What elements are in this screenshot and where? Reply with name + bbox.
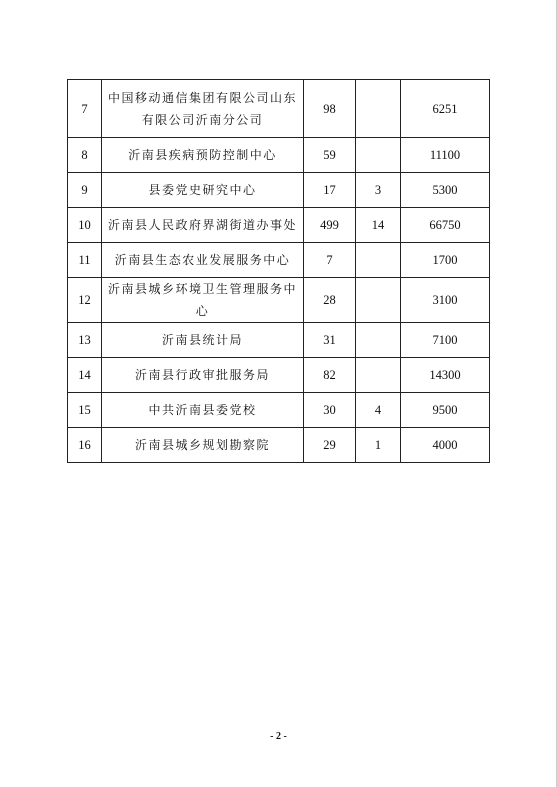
amount-cell: 66750 <box>401 208 490 243</box>
table-row <box>68 393 490 428</box>
row-index: 12 <box>68 278 102 323</box>
amount-cell: 6251 <box>401 80 490 138</box>
amount-cell: 3100 <box>401 278 490 323</box>
amount-cell: 14300 <box>401 358 490 393</box>
secondary-count-cell: 3 <box>356 173 401 208</box>
count-cell: 31 <box>304 323 356 358</box>
secondary-count-cell <box>356 80 401 138</box>
unit-name: 县委党史研究中心 <box>102 173 304 208</box>
table-row <box>68 278 490 323</box>
amount-cell: 11100 <box>401 138 490 173</box>
table-row <box>68 358 490 393</box>
count-cell: 98 <box>304 80 356 138</box>
secondary-count-cell <box>356 358 401 393</box>
unit-name: 沂南县疾病预防控制中心 <box>102 138 304 173</box>
unit-name: 沂南县人民政府界湖街道办事处 <box>102 208 304 243</box>
secondary-count-cell: 4 <box>356 393 401 428</box>
amount-cell: 1700 <box>401 243 490 278</box>
secondary-count-cell <box>356 278 401 323</box>
secondary-count-cell: 14 <box>356 208 401 243</box>
count-cell: 29 <box>304 428 356 463</box>
count-cell: 7 <box>304 243 356 278</box>
page-number: - 2 - <box>270 731 287 742</box>
row-index: 16 <box>68 428 102 463</box>
unit-name: 中共沂南县委党校 <box>102 393 304 428</box>
table-row <box>68 208 490 243</box>
row-index: 11 <box>68 243 102 278</box>
secondary-count-cell: 1 <box>356 428 401 463</box>
amount-cell: 9500 <box>401 393 490 428</box>
row-index: 7 <box>68 80 102 138</box>
data-table <box>67 79 490 463</box>
table-row <box>68 428 490 463</box>
row-index: 14 <box>68 358 102 393</box>
row-index: 13 <box>68 323 102 358</box>
table-row <box>68 80 490 138</box>
table-row <box>68 323 490 358</box>
count-cell: 82 <box>304 358 356 393</box>
row-index: 15 <box>68 393 102 428</box>
row-index: 10 <box>68 208 102 243</box>
table-row <box>68 243 490 278</box>
row-index: 8 <box>68 138 102 173</box>
unit-name: 沂南县生态农业发展服务中心 <box>102 243 304 278</box>
secondary-count-cell <box>356 323 401 358</box>
unit-name: 沂南县城乡环境卫生管理服务中心 <box>102 278 304 323</box>
row-index: 9 <box>68 173 102 208</box>
table-row <box>68 173 490 208</box>
count-cell: 17 <box>304 173 356 208</box>
amount-cell: 7100 <box>401 323 490 358</box>
secondary-count-cell <box>356 243 401 278</box>
unit-name: 沂南县统计局 <box>102 323 304 358</box>
count-cell: 30 <box>304 393 356 428</box>
table-row <box>68 138 490 173</box>
count-cell: 28 <box>304 278 356 323</box>
unit-name: 沂南县城乡规划勘察院 <box>102 428 304 463</box>
count-cell: 499 <box>304 208 356 243</box>
amount-cell: 5300 <box>401 173 490 208</box>
unit-name: 中国移动通信集团有限公司山东有限公司沂南分公司 <box>102 80 304 138</box>
count-cell: 59 <box>304 138 356 173</box>
secondary-count-cell <box>356 138 401 173</box>
amount-cell: 4000 <box>401 428 490 463</box>
unit-name: 沂南县行政审批服务局 <box>102 358 304 393</box>
